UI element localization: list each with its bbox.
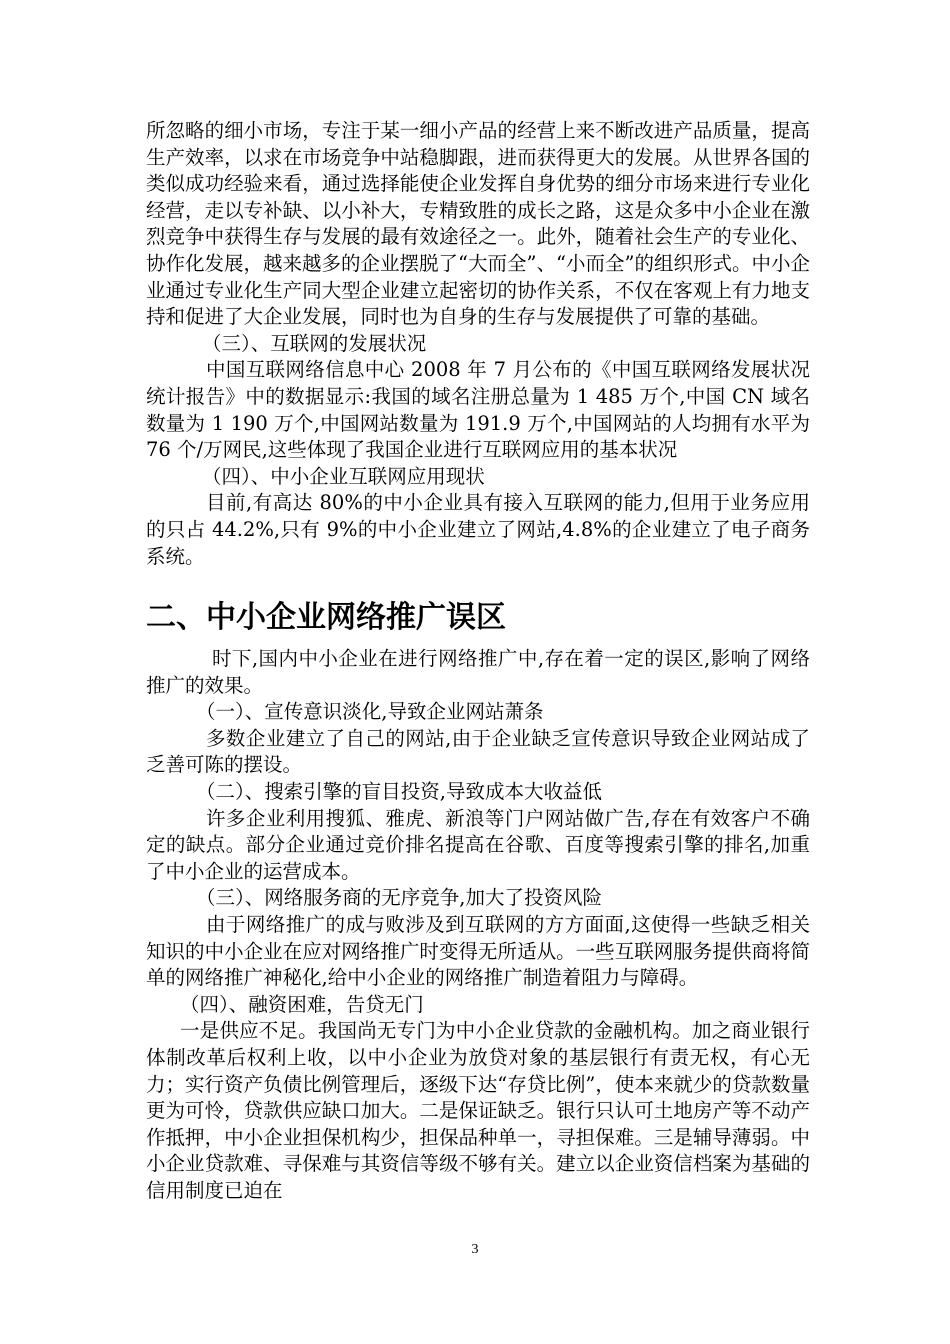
- page-number: 3: [471, 1242, 479, 1257]
- paragraph-misconceptions-intro: 时下,国内中小企业在进行网络推广中,存在着一定的误区,影响了网络推广的效果。: [146, 647, 810, 697]
- subheading-internet-development: （三）、互联网的发展状况: [202, 331, 427, 355]
- paragraph-internet-statistics: 中国互联网络信息中心 2008 年 7 月公布的《中国互联网络发展状况统计报告》中的数据显示:我国的域名注册总量为 1 485 万个,中国 CN 域名数量为 1 190 万个,中国网站数量为 191.9 万个,中国网站的人均拥有水平为 76 个/万网民,这些体现了我国企业进行互联网应用的基本状况: [146, 358, 810, 462]
- paragraph-disorderly-competition: 由于网络推广的成与败涉及到互联网的方方面面,这使得一些缺乏相关知识的中小企业在应对网络推广时变得无所适从。一些互联网服务提供商将简单的网络推广神秘化,给中小企业的网络推广制造着阻力与障碍。: [146, 913, 810, 990]
- paragraph-sme-internet-status: 目前,有高达 80%的中小企业具有接入互联网的能力,但用于业务应用的只占 44.2%,只有 9%的中小企业建立了网站,4.8%的企业建立了电子商务系统。: [146, 491, 810, 568]
- paragraph-search-engine-investment: 许多企业利用搜狐、雅虎、新浪等门户网站做广告,存在有效客户不确定的缺点。部分企业通过竞价排名提高在谷歌、百度等搜索引擎的排名,加重了中小企业的运营成本。: [146, 806, 810, 883]
- section-heading: 二、中小企业网络推广误区: [146, 600, 506, 636]
- paragraph-weak-promotion: 多数企业建立了自己的网站,由于企业缺乏宣传意识导致企业网站成了乏善可陈的摆设。: [146, 726, 810, 777]
- document-body: [146, 118, 810, 1205]
- paragraph-financing-difficulty: 一是供应不足。我国尚无专门为中小企业贷款的金融机构。加之商业银行体制改革后权利上收，以中小企业为放贷对象的基层银行有责无权，有心无力；实行资产负债比例管理后，逐级下达“存贷比例”，使本来就少的贷款数量更为可怜，贷款供应缺口加大。二是保证缺乏。银行只认可土地房产等不动产作抵押，中小企业担保机构少，担保品种单一，寻担保难。三是辅导薄弱。中小企业贷款难、寻保难与其资信等级不够有关。建立以企业资信档案为基础的信用制度已迫在: [146, 1019, 810, 1202]
- subheading-search-engine-investment: （二）、搜索引擎的盲目投资,导致成本大收益低: [196, 780, 602, 804]
- paragraph-niche-market: 所忽略的细小市场，专注于某一细小产品的经营上来不断改进产品质量，提高生产效率，以求在市场竞争中站稳脚跟，进而获得更大的发展。从世界各国的类似成功经验来看，通过选择能使企业发挥自身优势的细分市场来进行专业化经营，走以专补缺、以小补大，专精致胜的成长之路，这是众多中小企业在激烈竞争中获得生存与发展的最有效途径之一。此外，随着社会生产的专业化、协作化发展，越来越多的企业摆脱了“大而全”、“小而全”的组织形式。中小企业通过专业化生产同大型企业建立起密切的协作关系，不仅在客观上有力地支持和促进了大企业发展，同时也为自身的生存与发展提供了可靠的基础。: [146, 119, 810, 329]
- subheading-weak-promotion: （一）、宣传意识淡化,导致企业网站萧条: [196, 700, 544, 724]
- subheading-disorderly-competition: （三）、网络服务商的无序竞争,加大了投资风险: [196, 886, 602, 910]
- subheading-financing-difficulty: （四）、融资困难，告贷无门: [180, 992, 424, 1016]
- subheading-sme-internet-status: （四）、中小企业互联网应用现状: [202, 464, 485, 488]
